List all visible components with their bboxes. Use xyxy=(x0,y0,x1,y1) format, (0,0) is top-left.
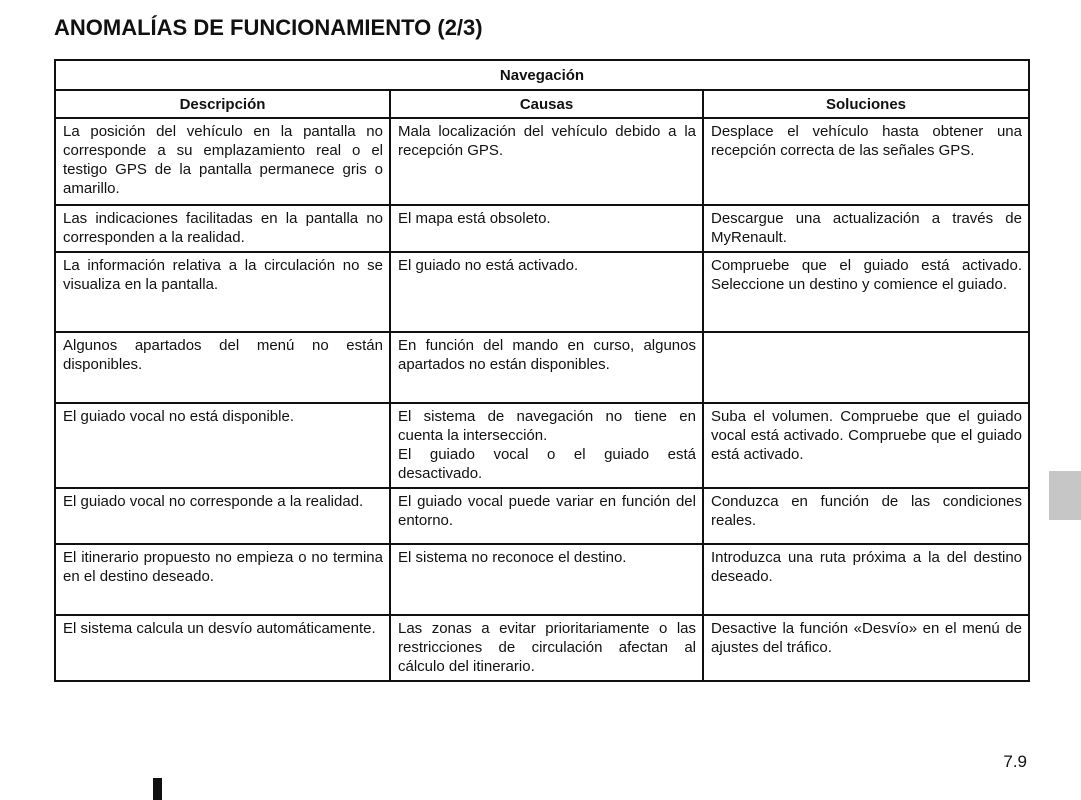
cell-soluciones xyxy=(703,544,1029,615)
cell-descripcion xyxy=(55,488,390,544)
table-row xyxy=(55,118,1029,205)
cell-text: En función del mando en curso, algunos apartados no están disponibles. xyxy=(398,337,696,373)
cell-descripcion xyxy=(55,615,390,681)
cell-soluciones xyxy=(703,118,1029,205)
cell-text: Introduzca una ruta próxima a la del destino deseado. xyxy=(711,549,1022,585)
cell-descripcion xyxy=(55,332,390,403)
table-row xyxy=(55,332,1029,403)
cell-text: Suba el volumen. Compruebe que el guiado vocal está activado. Compruebe que el guiado está activado. xyxy=(711,408,1022,463)
page-title: ANOMALÍAS DE FUNCIONAMIENTO (2/3) xyxy=(54,15,483,40)
cell-descripcion xyxy=(55,252,390,332)
column-header-descripcion: Descripción xyxy=(55,90,390,118)
cell-text: Las indicaciones facilitadas en la pantalla no corresponden a la realidad. xyxy=(63,210,383,246)
cell-soluciones xyxy=(703,403,1029,488)
table-header-row xyxy=(55,90,1029,118)
cell-descripcion xyxy=(55,118,390,205)
cell-text: El mapa está obsoleto. xyxy=(398,210,551,227)
crop-mark xyxy=(153,778,162,800)
column-header-causas: Causas xyxy=(390,90,703,118)
cell-text: El sistema de navegación no tiene en cuenta la intersección. El guiado vocal o el guiado está desactivado. xyxy=(398,408,696,482)
cell-causas xyxy=(390,118,703,205)
cell-text: El itinerario propuesto no empieza o no termina en el destino deseado. xyxy=(63,549,383,585)
table-row xyxy=(55,544,1029,615)
cell-text: El sistema calcula un desvío automáticamente. xyxy=(63,620,376,637)
cell-text: Las zonas a evitar prioritariamente o las restricciones de circulación afectan al cálculo del itinerario. xyxy=(398,620,696,675)
cell-text: El guiado no está activado. xyxy=(398,257,579,274)
cell-soluciones xyxy=(703,205,1029,252)
cell-text: La posición del vehículo en la pantalla no corresponde a su emplazamiento real o el testigo GPS de la pantalla permanece gris o amarillo. xyxy=(63,123,383,197)
table-row xyxy=(55,252,1029,332)
cell-text: Desactive la función «Desvío» en el menú de ajustes del tráfico. xyxy=(711,620,1022,656)
column-header-soluciones: Soluciones xyxy=(703,90,1029,118)
cell-descripcion xyxy=(55,403,390,488)
cell-text: La información relativa a la circulación no se visualiza en la pantalla. xyxy=(63,257,383,293)
cell-soluciones xyxy=(703,488,1029,544)
cell-soluciones xyxy=(703,332,1029,403)
cell-text: El guiado vocal no corresponde a la realidad. xyxy=(63,493,364,510)
table-row xyxy=(55,615,1029,681)
cell-causas xyxy=(390,332,703,403)
page-number: 7.9 xyxy=(1003,752,1027,771)
cell-causas xyxy=(390,403,703,488)
cell-text: El guiado vocal no está disponible. xyxy=(63,408,294,425)
table-row xyxy=(55,488,1029,544)
cell-causas xyxy=(390,205,703,252)
cell-text: Conduzca en función de las condiciones reales. xyxy=(711,493,1022,529)
cell-text: El guiado vocal puede variar en función del entorno. xyxy=(398,493,696,529)
cell-causas xyxy=(390,615,703,681)
table-row xyxy=(55,205,1029,252)
section-title: Navegación xyxy=(55,60,1029,90)
troubleshooting-table xyxy=(54,59,1030,682)
cell-soluciones xyxy=(703,615,1029,681)
cell-text: Descargue una actualización a través de MyRenault. xyxy=(711,210,1022,246)
cell-causas xyxy=(390,544,703,615)
cell-text: Mala localización del vehículo debido a la recepción GPS. xyxy=(398,123,696,159)
section-tab-marker xyxy=(1049,471,1081,520)
cell-descripcion xyxy=(55,205,390,252)
cell-descripcion xyxy=(55,544,390,615)
cell-text: Algunos apartados del menú no están disponibles. xyxy=(63,337,383,373)
cell-text: El sistema no reconoce el destino. xyxy=(398,549,627,566)
cell-causas xyxy=(390,488,703,544)
cell-text: Compruebe que el guiado está activado. Seleccione un destino y comience el guiado. xyxy=(711,257,1022,293)
cell-text: Desplace el vehículo hasta obtener una recepción correcta de las señales GPS. xyxy=(711,123,1022,159)
cell-soluciones xyxy=(703,252,1029,332)
table-section-row xyxy=(55,60,1029,90)
cell-causas xyxy=(390,252,703,332)
table-row xyxy=(55,403,1029,488)
